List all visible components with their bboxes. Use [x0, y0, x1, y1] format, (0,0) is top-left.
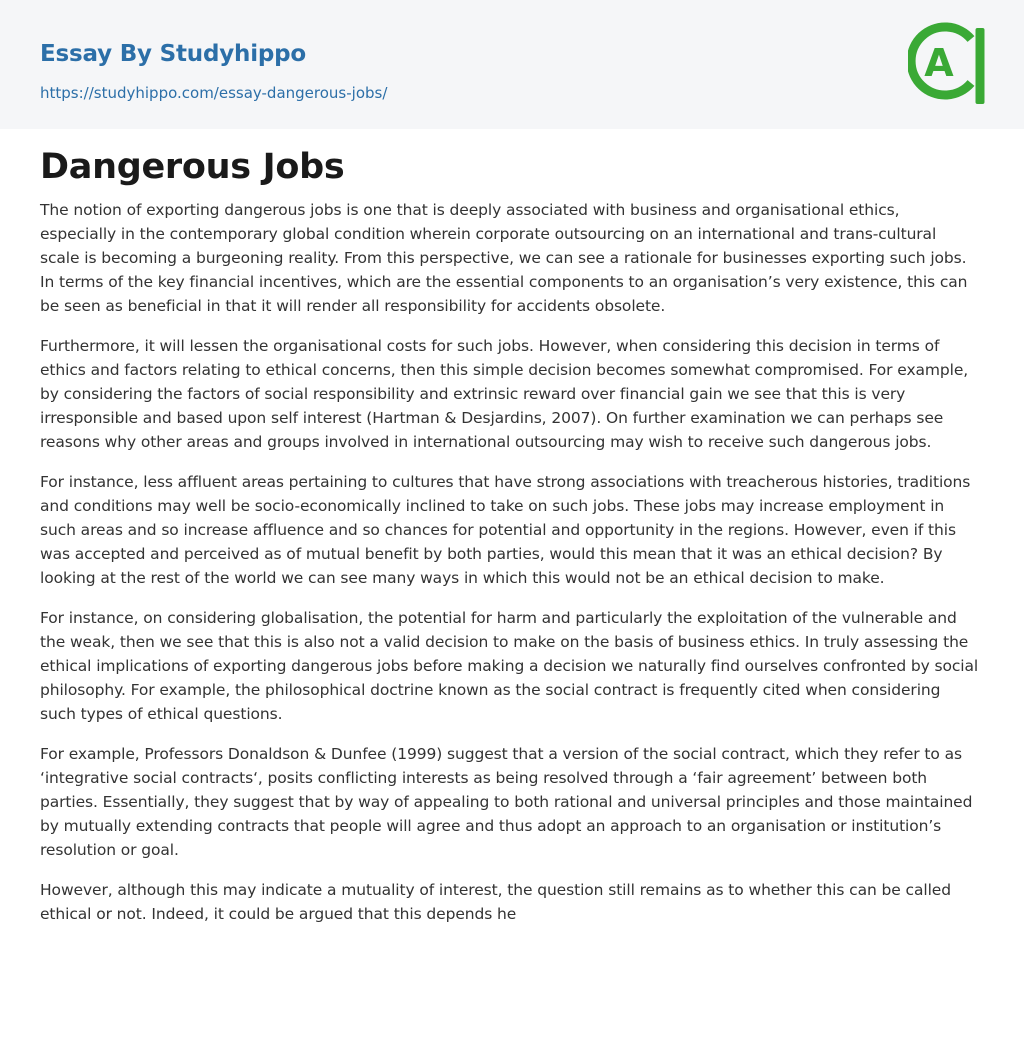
site-header	[0, 0, 1024, 129]
paragraph-3: For instance, less affluent areas pertaining to cultures that have strong associations with treacherous histories, traditions and conditions may well be socio-economically inclined to take on such jobs. These jobs may increase employment in such areas and so increase affluence and so chances for potential and opportunity in the regions. However, even if this was accepted and perceived as of mutual benefit by both parties, would this mean that it was an ethical decision? By looking at the rest of the world we can see many ways in which this would not be an ethical decision to make.	[40, 473, 971, 587]
essay-url-link[interactable]: https://studyhippo.com/essay-dangerous-jobs/	[40, 84, 388, 102]
paragraph-6: However, although this may indicate a mutuality of interest, the question still remains as to whether this can be called ethical or not. Indeed, it could be argued that this depends he	[40, 881, 951, 923]
paragraph-2: Furthermore, it will lessen the organisational costs for such jobs. However, when considering this decision in terms of ethics and factors relating to ethical concerns, then this simple decision becomes somewhat compromised. For example, by considering the factors of social responsibility and extrinsic reward over financial gain we see that this is very irresponsible and based upon self interest (Hartman & Desjardins, 2007). On further examination we can perhaps see reasons why other areas and groups involved in international outsourcing may wish to receive such dangerous jobs.	[40, 337, 969, 451]
article	[40, 143, 980, 942]
logo-bar	[976, 28, 985, 104]
studyhippo-logo-icon[interactable]	[908, 18, 988, 106]
brand-title[interactable]: Essay By Studyhippo	[40, 41, 307, 67]
logo-letter: A	[924, 41, 954, 85]
paragraph-4: For instance, on considering globalisation, the potential for harm and particularly the exploitation of the vulnerable and the weak, then we see that this is also not a valid decision to make on the basis of business ethics. In truly assessing the ethical implications of exporting dangerous jobs before making a decision we naturally find ourselves confronted by social philosophy. For example, the philosophical doctrine known as the social contract is frequently cited when considering such types of ethical questions.	[40, 609, 979, 723]
paragraph-5: For example, Professors Donaldson & Dunfee (1999) suggest that a version of the social contract, which they refer to as ‘integrative social contracts‘, posits conflicting interests as being resolved through a ‘fair agreement’ between both parties. Essentially, they suggest that by way of appealing to both rational and universal principles and those maintained by mutually extending contracts that people will agree and thus adopt an approach to an organisation or institution’s resolution or goal.	[40, 745, 973, 859]
page-title: Dangerous Jobs	[40, 147, 345, 187]
paragraph-1: The notion of exporting dangerous jobs is one that is deeply associated with business and organisational ethics, especially in the contemporary global condition wherein corporate outsourcing on an international and trans-cultural scale is becoming a burgeoning reality. From this perspective, we can see a rationale for businesses exporting such jobs. In terms of the key financial incentives, which are the essential components to an organisation’s very existence, this can be seen as beneficial in that it will render all responsibility for accidents obsolete.	[40, 201, 968, 315]
